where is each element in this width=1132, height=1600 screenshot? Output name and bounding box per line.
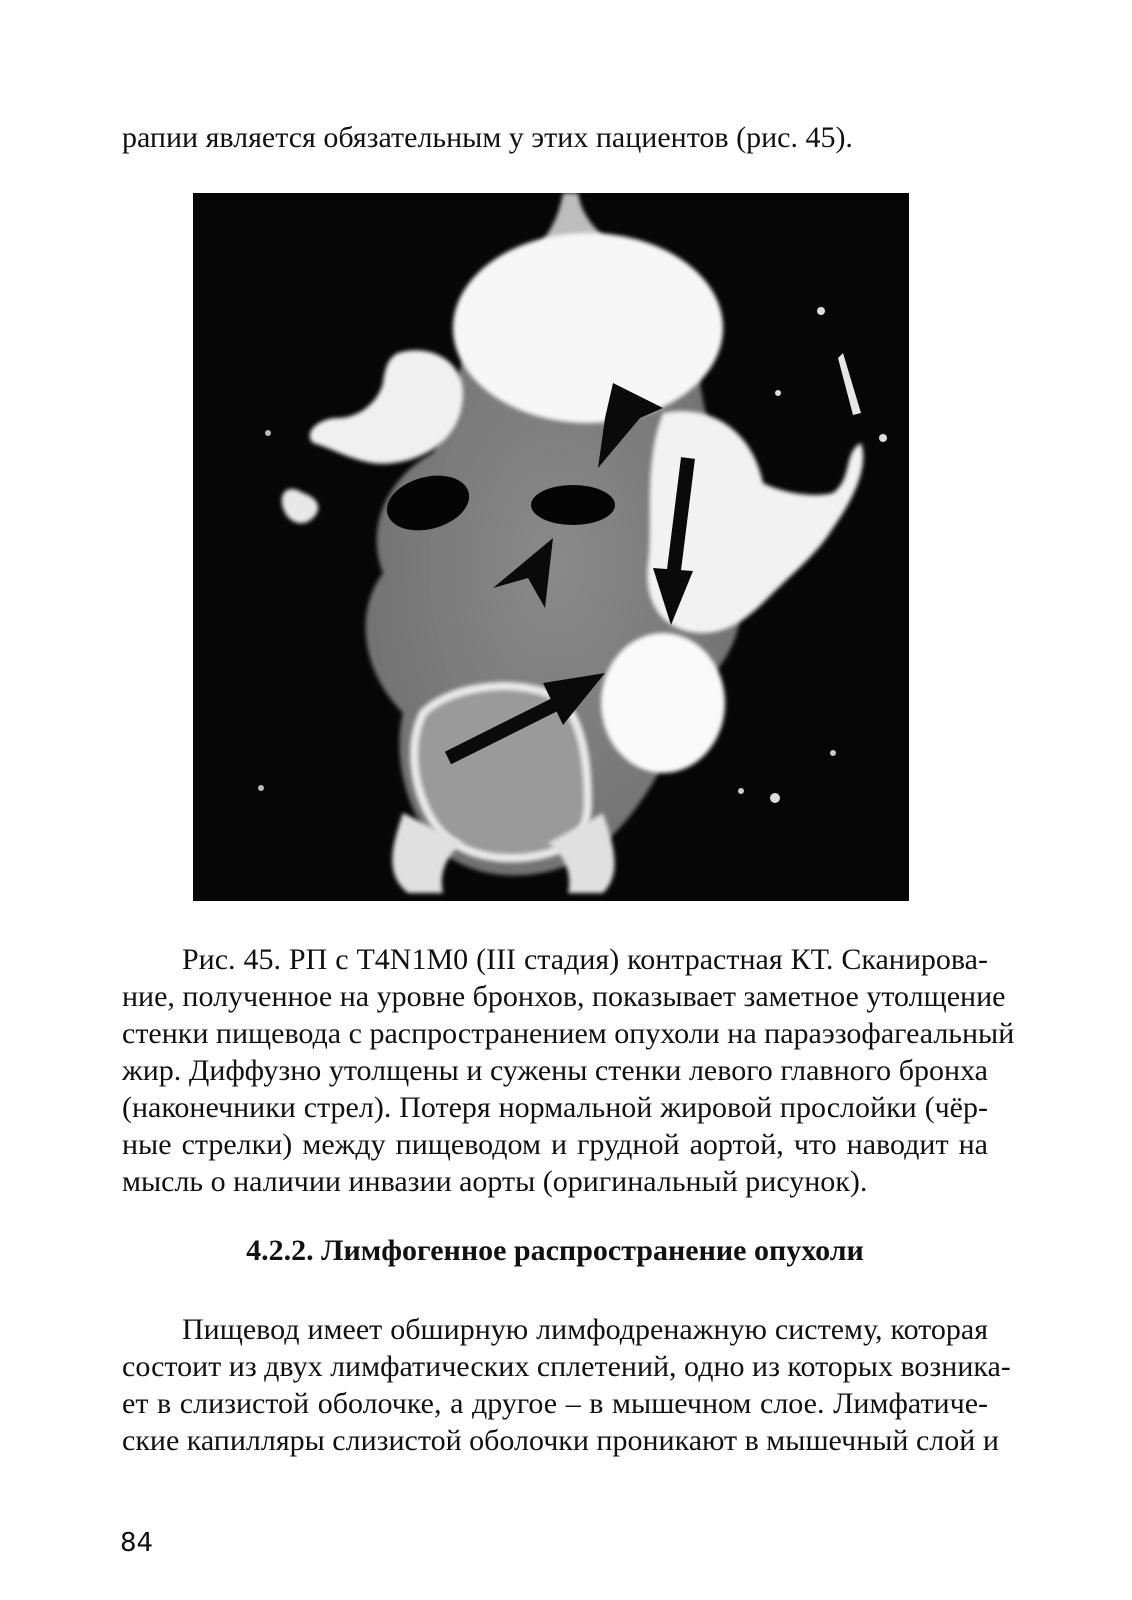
caption-line-3: стенки пищевода с распространением опухоли на параэзофагеальный bbox=[122, 1017, 1015, 1050]
calcification-dot bbox=[258, 785, 264, 791]
ct-scan-image bbox=[193, 193, 909, 901]
caption-line-1: Рис. 45. РП с T4N1M0 (III стадия) контрастная КТ. Сканирова- bbox=[182, 943, 988, 976]
ct-scan-figure bbox=[193, 193, 909, 901]
calcification-dot bbox=[775, 390, 781, 396]
body-line-4: ские капилляры слизистой оболочки проникают в мышечный слой и bbox=[122, 1424, 999, 1457]
caption-line-5: (наконечники стрел). Потеря нормальной жировой прослойки (чёр- bbox=[122, 1091, 988, 1124]
caption-line-4: жир. Диффузно утолщены и сужены стенки левого главного бронха bbox=[122, 1054, 988, 1087]
body-line-2: состоит из двух лимфатических сплетений, одно из которых возника- bbox=[122, 1350, 1011, 1383]
calcification-dot bbox=[879, 434, 887, 442]
calcification-dot bbox=[817, 307, 825, 315]
left-main-bronchus bbox=[531, 485, 615, 525]
ascending-aorta bbox=[453, 233, 723, 423]
calcification-dot bbox=[830, 750, 836, 756]
body-line-3: ет в слизистой оболочке, а другое – в мышечном слое. Лимфатиче- bbox=[122, 1387, 988, 1420]
caption-line-6: ные стрелки) между пищеводом и грудной аортой, что наводит на bbox=[122, 1128, 988, 1161]
descending-aorta bbox=[601, 633, 725, 773]
body-line-1: Пищевод имеет обширную лимфодренажную систему, которая bbox=[182, 1313, 988, 1346]
calcification-dot bbox=[738, 788, 744, 794]
calcification-dot bbox=[265, 430, 271, 436]
section-heading: 4.2.2. Лимфогенное распространение опухоли bbox=[246, 1234, 864, 1267]
calcification-dot bbox=[770, 793, 780, 803]
page-number: 84 bbox=[120, 1528, 154, 1558]
preceding-text-line: рапии является обязательным у этих пациентов (рис. 45). bbox=[122, 121, 853, 154]
caption-line-2: ние, полученное на уровне бронхов, показывает заметное утолщение bbox=[122, 980, 1006, 1013]
caption-line-7: мысль о наличии инвазии аорты (оригинальный рисунок). bbox=[122, 1165, 868, 1198]
